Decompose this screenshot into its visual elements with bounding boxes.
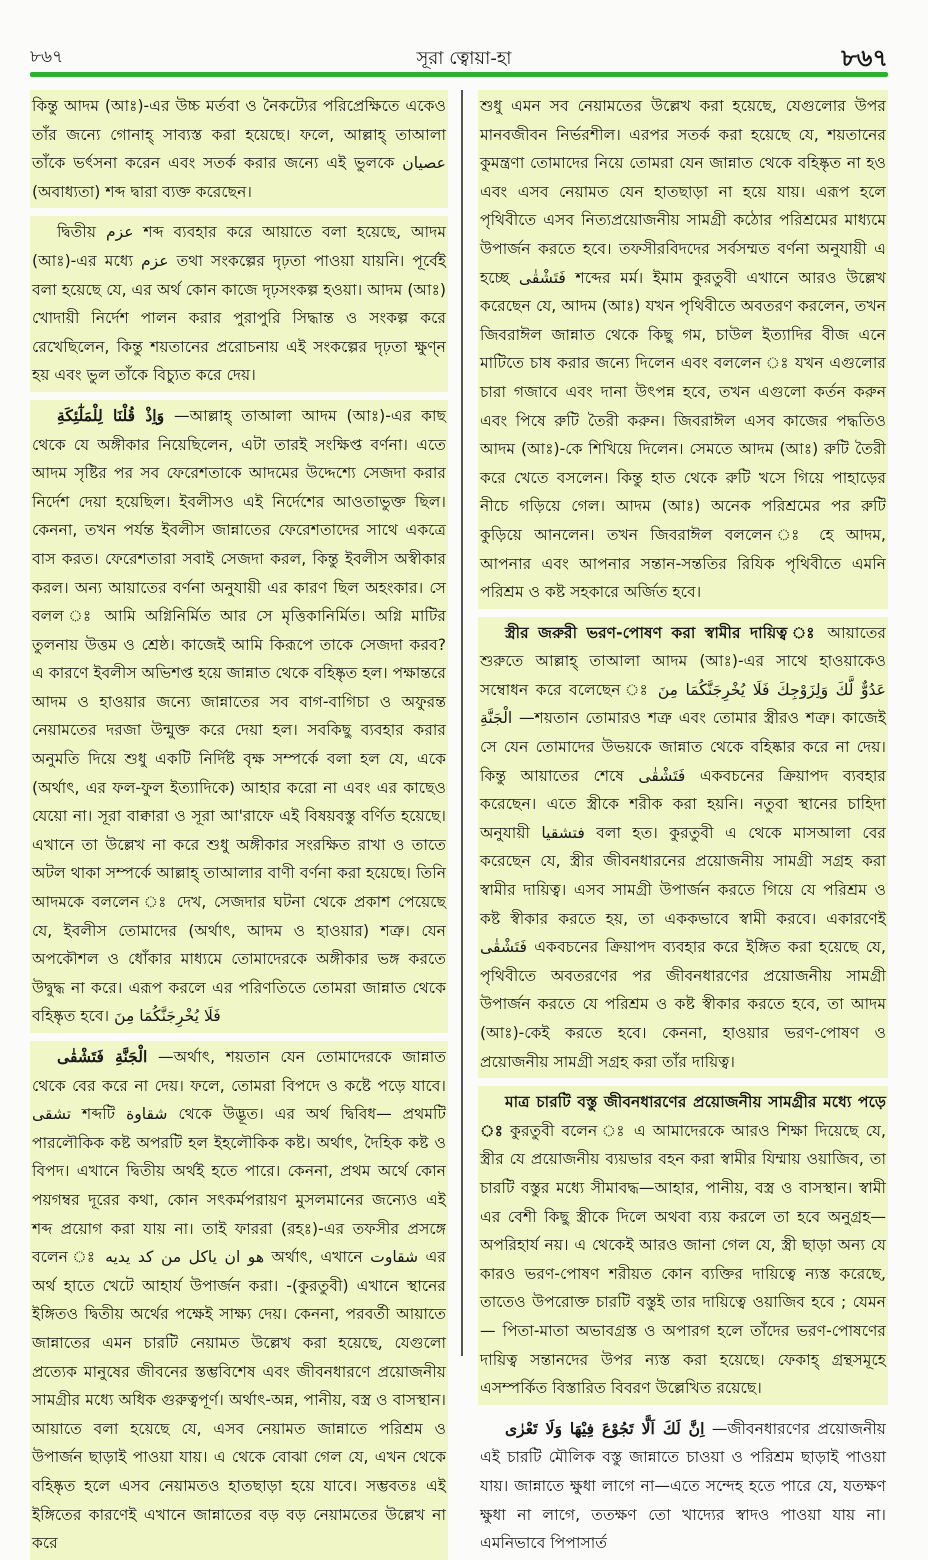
left-column (30, 90, 448, 1553)
paragraph (478, 1413, 888, 1560)
paragraph (478, 1086, 888, 1405)
paragraph-text: আয়াতের শুরুতে আল্লাহ্ তাআলা আদম (আঃ)-এর সাথে হাওয়াকেও সম্বোধন করে বলেছেন ঃ عَدُوٌّ لَّكَ وَلِزَوْجِكَ فَلَا يُخْرِجَنَّكُمَا مِنَ الْجَنَّةِ —শয়তান তোমারও শত্রু এবং তোমার স্ত্রীরও শত্রু। কাজেই সে যেন তোমাদের উভয়কে জান্নাত থেকে বহিষ্কার করে না দেয়। কিন্তু আয়াতের শেষে فَتَشْقٰى একবচনের ক্রিয়াপদ ব্যবহার করেছেন। এতে স্ত্রীকে শরীক করা হয়নি। নতুবা স্থানের চাহিদা অনুযায়ী فتشقيا বলা হত। কুরতুবী এ থেকে মাসআলা বের করেছেন যে, স্ত্রীর জীবনধারনের প্রয়োজনীয় সামগ্রী সগ্রহ করা স্বামীর দায়িত্ব। এসব সামগ্রী উপার্জন করতে গিয়ে যে পরিশ্রম ও কষ্ট স্বীকার করতে হয়, তা এককভাবে স্বামী করবে। একারণেই فَتَشْقٰى একবচনের ক্রিয়াপদ ব্যবহার করে ইঙ্গিত করা হয়েছে যে, পৃথিবীতে অবতরণের পর জীবনধারণের প্রয়োজনীয় সামগ্রী উপার্জন করতে যে পরিশ্রম ও কষ্ট স্বীকার করতে হবে, তা আদম (আঃ)-কেই করতে হবে। কেননা, হাওয়ার ভরণ-পোষণ ও প্রয়োজনীয় সামগ্রী সগ্রহ করা তাঁর দায়িত্ব। (480, 623, 886, 1071)
header-rule (30, 72, 888, 77)
column-divider (461, 90, 463, 1356)
paragraph (30, 216, 448, 392)
right-column (478, 90, 888, 1553)
paragraph-text: —আল্লাহ্ তাআলা আদম (আঃ)-এর কাছ থেকে যে অঙ্গীকার নিয়েছিলেন, এটা তারই সংক্ষিপ্ত বর্ণনা। এতে আদম সৃষ্টির পর সব ফেরেশতাকে আদমের উদ্দেশ্যে সেজদা করার নির্দেশ দেয়া হয়েছিল। ইবলীসও এই নির্দেশের আওতাভুক্ত ছিল। কেননা, তখন পর্যন্ত ইবলীস জান্নাতের ফেরেশতাদের সাথে একত্রে বাস করত। ফেরেশতারা সবাই সেজদা করল, কিন্তু ইবলীস অস্বীকার করল। অন্য আয়াতের বর্ণনা অনুযায়ী এর কারণ ছিল অহংকার। সে বলল ঃ আমি অগ্নিনির্মিত আর সে মৃত্তিকানির্মিত। অগ্নি মাটির তুলনায় উত্তম ও শ্রেষ্ঠ। কাজেই আমি কিরূপে তাকে সেজদা করব? এ কারণে ইবলীস অভিশপ্ত হয়ে জান্নাত থেকে বহিষ্কৃত হল। পক্ষান্তরে আদম ও হাওয়ার জন্যে জান্নাতের সব বাগ-বাগিচা ও অফুরন্ত নেয়ামতের দরজা উন্মুক্ত করে দেয়া হল। সবকিছু ব্যবহার করার অনুমতি দিয়ে শুধু একটি নির্দিষ্ট বৃক্ষ সম্পর্কে বলা হল যে, একে (অর্থাৎ, এর ফল-ফুল ইত্যাদিকে) আহার করো না এবং এর কাছেও যেয়ো না। সূরা বাক্বারা ও সূরা আ'রাফে এই বিষয়বস্তু বর্ণিত হয়েছে। এখানে তা উল্লেখ না করে শুধু অঙ্গীকার সংরক্ষিত রাখা ও তাতে অটল থাকা সম্পর্কে আল্লাহ্ তাআলার বাণী বর্ণনা করা হয়েছে। তিনি আদমকে বললেন ঃ দেখ, সেজদার ঘটনা থেকে প্রকাশ পেয়েছে যে, ইবলীস তোমাদের (অর্থাৎ, আদম ও হাওয়ার) শত্রু। যেন অপকৌশল ও ধোঁকার মাধ্যমে তোমাদেরকে অঙ্গীকার ভঙ্গ করতে উদ্বুদ্ধ না করে। এরূপ করলে এর পরিণতিতে তোমরা জান্নাত থেকে বহিষ্কৃত হবে। فَلَا يُخْرِجَنَّكُمَا مِنَ (32, 406, 446, 1026)
paragraph-text: কুরতুবী বলেন ঃ এ আমাদেরকে আরও শিক্ষা দিয়েছে যে, স্ত্রীর যে প্রয়োজনীয় ব্যয়ভার বহন করা স্বামীর যিম্মায় ওয়াজিব, তা চারটি বস্তুর মধ্যে সীমাবদ্ধ—আহার, পানীয়, বস্ত্র ও বাসস্থান। স্বামী এর বেশী কিছু স্ত্রীকে দিলে অথবা ব্যয় করলে তা হবে অনুগ্রহ—অপরিহার্য নয়। এ থেকেই আরও জানা গেল যে, স্ত্রী ছাড়া অন্য যে কারও ভরণ-পোষণ শরীয়ত কোন ব্যক্তির দায়িত্বে ন্যস্ত করেছে, তাতেও উপরোক্ত চারটি বস্তুই তার দায়িত্বে ওয়াজিব হবে ; যেমন— পিতা-মাতা অভাবগ্রস্ত ও অপারগ হলে তাঁদের ভরণ-পোষণের দায়িত্ব সন্তানদের উপর ন্যস্ত করা হয়েছে। ফেকাহ্ গ্রন্থসমূহে এসম্পর্কিত বিস্তারিত বিবরণ উল্লেখিত রয়েছে। (480, 1121, 886, 1398)
section-heading: মাত্র চারটি বস্তু জীবনধারণের প্রয়োজনীয় সামগ্রীর মধ্যে পড়ে ঃ (480, 1093, 886, 1140)
paragraph-text: কিন্তু আদম (আঃ)-এর উচ্চ মর্তবা ও নৈকট্যের পরিপ্রেক্ষিতে একেও তাঁর জন্যে গোনাহ্ সাব্যস্ত করা হয়েছে। ফলে, আল্লাহ্ তাআলা তাঁকে ভর্ৎসনা করেন এবং সতর্ক করার জন্যে এই ভুলকে عصيان (অবাধ্যতা) শব্দ দ্বারা ব্যক্ত করেছেন। (32, 97, 446, 201)
paragraph (478, 617, 888, 1079)
paragraph-text: —অর্থাৎ, শয়তান যেন তোমাদেরকে জান্নাত থেকে বের করে না দেয়। ফলে, তোমরা বিপদে ও কষ্টে পড়ে যাবে। تشقى শব্দটি شقاوة থেকে উদ্ভূত। এর অর্থ দ্বিবিধ— প্রথমটি পারলৌকিক কষ্ট অপরটি হল ইহলৌকিক কষ্ট। অর্থাৎ, দৈহিক কষ্ট ও বিপদ। এখানে দ্বিতীয় অর্থই হতে পারে। কেননা, প্রথম অর্থে কোন পয়গম্বর দূরের কথা, কোন সৎকর্মপরায়ণ মুসলমানের জন্যেও এই শব্দ প্রয়োগ করা যায় না। তাই ফাররা (রহঃ)-এর তফসীর প্রসঙ্গে বলেন ঃ هو ان ياكل من كد يديه অর্থাৎ, এখানে شقاوت এর অর্থ হাতে খেটে আহার্য উপার্জন করা। -(কুরতুবী) এখানে স্থানের ইঙ্গিতও দ্বিতীয় অর্থের পক্ষেই সাক্ষ্য দেয়। কেননা, পরবর্তী আয়াতে জান্নাতের এমন চারটি নেয়ামত উল্লেখ করা হয়েছে, যেগুলো প্রত্যেক মানুষের জীবনের স্তম্ভবিশেষ এবং জীবনধারণে প্রয়োজনীয় সামগ্রীর মধ্যে অধিক গুরুত্বপূর্ণ। অর্থাৎ-অন্ন, পানীয়, বস্ত্র ও বাসস্থান। আয়াতে বলা হয়েছে যে, এসব নেয়ামত জান্নাতে পরিশ্রম ও উপার্জন ছাড়াই পাওয়া যায়। এ থেকে বোঝা গেল যে, এখন থেকে বহিষ্কৃত হলে এসব নেয়ামতও হাতছাড়া হয়ে যাবে। সম্ভবতঃ এই ইঙ্গিতের কারণেই এখানে জান্নাতের বড় বড় নেয়ামতের উল্লেখ না করে (32, 1048, 446, 1553)
page-number-right: ৮৬৭ (841, 44, 888, 72)
running-title: সূরা ত্বোয়া-হা (416, 48, 512, 69)
quran-phrase: الْجَنَّةِ فَتَشْقٰى (56, 1047, 148, 1066)
paragraph-text: —জীবনধারণের প্রয়োজনীয় এই চারটি মৌলিক বস্তু জান্নাতে চাওয়া ও পরিশ্রম ছাড়াই পাওয়া যায়। জান্নাতে ক্ষুধা লাগে না—এতে সন্দেহ হতে পারে যে, যতক্ষণ ক্ষুধা না লাগে, ততক্ষণ তো খাদ্যের স্বাদও পাওয়া যায় না। এমনিভাবে পিপাসার্ত (480, 1419, 886, 1553)
paragraph (30, 1041, 448, 1560)
quran-phrase: وَاِذْ قُلْنَا لِلْمَلٰٓئِكَةِ (56, 405, 165, 425)
paragraph-text: দ্বিতীয় عزم শব্দ ব্যবহার করে আয়াতে বলা হয়েছে, আদম (আঃ)-এর মধ্যে عزم তথা সংকল্পের দৃঢ়তা পাওয়া যায়নি। পূর্বেই বলা হয়েছে যে, এর অর্থ কোন কাজে দৃঢ়সংকল্প হওয়া। আদম (আঃ) খোদায়ী নির্দেশ পালন করার পুরাপুরি সিদ্ধান্ত ও সংকল্প করে রেখেছিলেন, কিন্তু শয়তানের প্ররোচনায় এই সংকল্পের দৃঢ়তা ক্ষুণ্ন হয় এবং ভুল তাঁকে বিচ্যুত করে দেয়। (32, 223, 447, 385)
section-heading: স্ত্রীর জরুরী ভরণ-পোষণ করা স্বামীর দায়িত্ব ঃ (504, 623, 819, 642)
paragraph (30, 90, 448, 208)
page-number-left: ৮৬৭ (30, 47, 64, 67)
quran-phrase: اِنَّ لَكَ اَلَّا تَجُوْعَ فِيْهَا وَلَا تَعْرٰى (504, 1418, 705, 1438)
paragraph (30, 400, 448, 1033)
paragraph (478, 90, 888, 609)
page-header (0, 0, 928, 90)
paragraph-text: শুধু এমন সব নেয়ামতের উল্লেখ করা হয়েছে, যেগুলোর উপর মানবজীবন নির্ভরশীল। এরপর সতর্ক করা হয়েছে যে, শয়তানের কুমন্ত্রণা তোমাদের নিয়ে তোমরা যেন জান্নাত থেকে বহিষ্কৃত না হও এবং এসব নেয়ামত যেন হাতছাড়া না হয়ে যায়। এরূপ হলে পৃথিবীতে এসব নিত্যপ্রয়োজনীয় সামগ্রী কঠোর পরিশ্রমের মাধ্যমে উপার্জন করতে হবে। তফসীরবিদদের সর্বসম্মত বর্ণনা অনুযায়ী এ হচ্ছে فَتَشْقٰى শব্দের মর্ম। ইমাম কুরতুবী এখানে আরও উল্লেখ করেছেন যে, আদম (আঃ) যখন পৃথিবীতে অবতরণ করলেন, তখন জিবরাঈল জান্নাত থেকে কিছু গম, চাউল ইত্যাদির বীজ এনে মাটিতে চাষ করার জন্যে দিলেন এবং বললেন ঃ যখন এগুলোর চারা গজাবে এবং দানা উৎপন্ন হবে, তখন এগুলো কর্তন করুন এবং পিষে রুটি তৈরী করুন। জিবরাঈল এসব কাজের পদ্ধতিও আদম (আঃ)-কে শিখিয়ে দিলেন। সেমতে আদম (আঃ) রুটি তৈরী করে খেতে বসলেন। কিন্তু হাত থেকে রুটি খসে গিয়ে পাহাড়ের নীচে গড়িয়ে গেল। আদম (আঃ) অনেক পরিশ্রমের পর রুটি কুড়িয়ে আনলেন। তখন জিবরাঈল বললেন ঃ হে আদম, আপনার এবং আপনার সন্তান-সন্ততির রিযিক পৃথিবীতে এমনি পরিশ্রম ও কষ্ট সহকারে অর্জিত হবে। (480, 97, 886, 602)
